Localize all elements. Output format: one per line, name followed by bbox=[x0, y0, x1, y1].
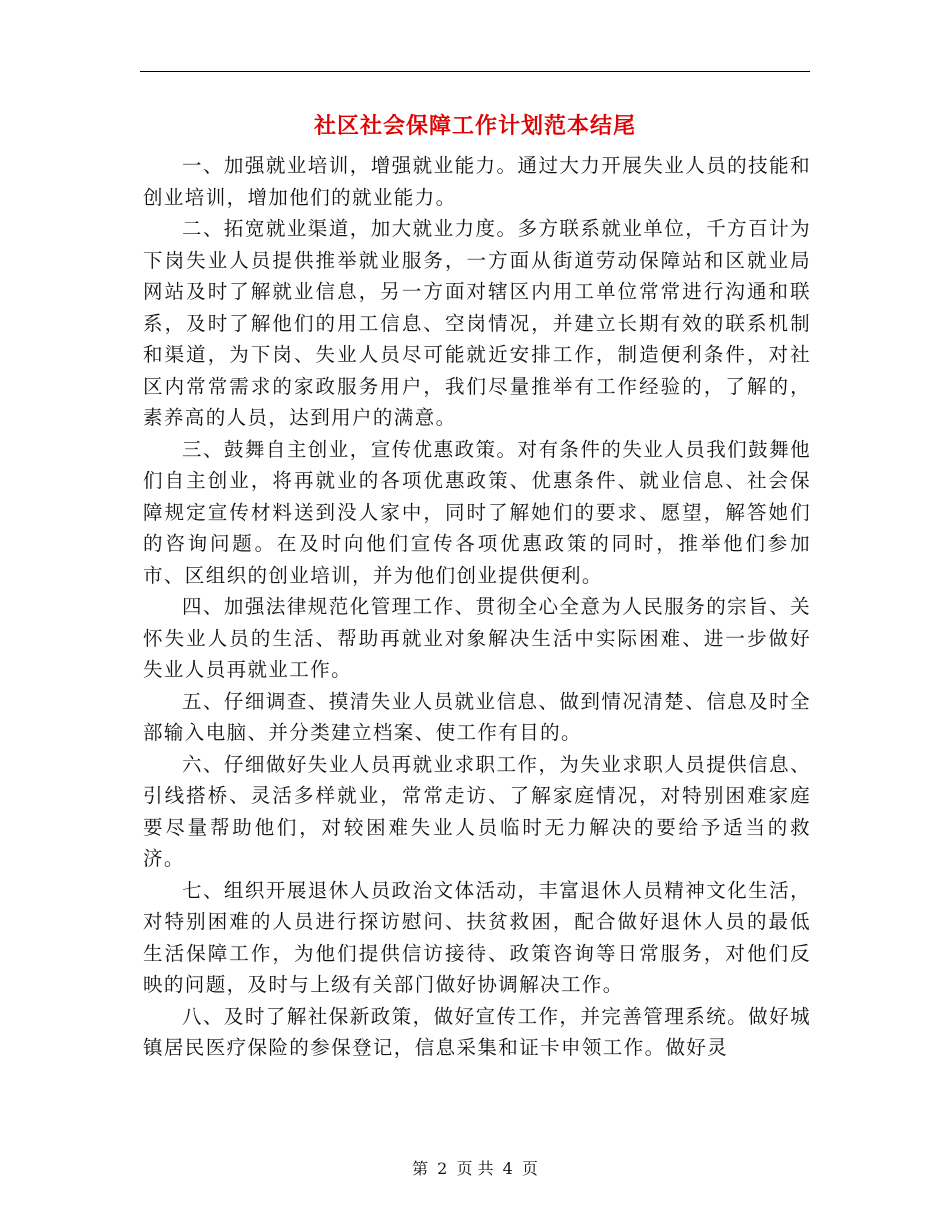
footer-page-suffix: 页 bbox=[521, 1159, 538, 1178]
footer-page-total: 4 bbox=[502, 1159, 513, 1178]
paragraph-7: 七、组织开展退休人员政治文体活动，丰富退休人员精神文化生活，对特别困难的人员进行探访慰问、扶贫救困，配合做好退休人员的最低生活保障工作，为他们提供信访接待、政策咨询等日常服务，对他们反映的问题，及时与上级有关部门做好协调解决工作。 bbox=[143, 878, 811, 996]
footer-page-current: 2 bbox=[437, 1159, 448, 1178]
paragraph-5: 五、仔细调查、摸清失业人员就业信息、做到情况清楚、信息及时全部输入电脑、并分类建立档案、使工作有目的。 bbox=[143, 689, 811, 744]
header-rule bbox=[140, 71, 810, 72]
footer-page-prefix: 第 bbox=[412, 1159, 429, 1178]
paragraph-2: 二、拓宽就业渠道，加大就业力度。多方联系就业单位，千方百计为下岗失业人员提供推举就业服务，一方面从街道劳动保障站和区就业局网站及时了解就业信息，另一方面对辖区内用工单位常常进行沟通和联系，及时了解他们的用工信息、空岗情况，并建立长期有效的联系机制和渠道，为下岗、失业人员尽可能就近安排工作，制造便利条件，对社区内常常需求的家政服务用户，我们尽量推举有工作经验的，了解的，素养高的人员，达到用户的满意。 bbox=[143, 217, 811, 429]
page-footer bbox=[0, 1156, 950, 1179]
document-body bbox=[143, 150, 811, 1064]
footer-page-middle: 页 共 bbox=[456, 1159, 494, 1178]
paragraph-1: 一、加强就业培训，增强就业能力。通过大力开展失业人员的技能和创业培训，增加他们的就业能力。 bbox=[143, 154, 811, 209]
paragraph-4: 四、加强法律规范化管理工作、贯彻全心全意为人民服务的宗旨、关怀失业人员的生活、帮助再就业对象解决生活中实际困难、进一步做好失业人员再就业工作。 bbox=[143, 595, 811, 681]
document-title: 社区社会保障工作计划范本结尾 bbox=[313, 113, 636, 139]
paragraph-8: 八、及时了解社保新政策，做好宣传工作，并完善管理系统。做好城镇居民医疗保险的参保登记，信息采集和证卡申领工作。做好灵 bbox=[143, 1004, 811, 1059]
paragraph-3: 三、鼓舞自主创业，宣传优惠政策。对有条件的失业人员我们鼓舞他们自主创业，将再就业的各项优惠政策、优惠条件、就业信息、社会保障规定宣传材料送到没人家中，同时了解她们的要求、愿望，解答她们的咨询问题。在及时向他们宣传各项优惠政策的同时，推举他们参加市、区组织的创业培训，并为他们创业提供便利。 bbox=[143, 437, 811, 587]
paragraph-6: 六、仔细做好失业人员再就业求职工作，为失业求职人员提供信息、引线搭桥、灵活多样就业，常常走访、了解家庭情况，对特别困难家庭要尽量帮助他们，对较困难失业人员临时无力解决的要给予适当的救济。 bbox=[143, 752, 811, 870]
